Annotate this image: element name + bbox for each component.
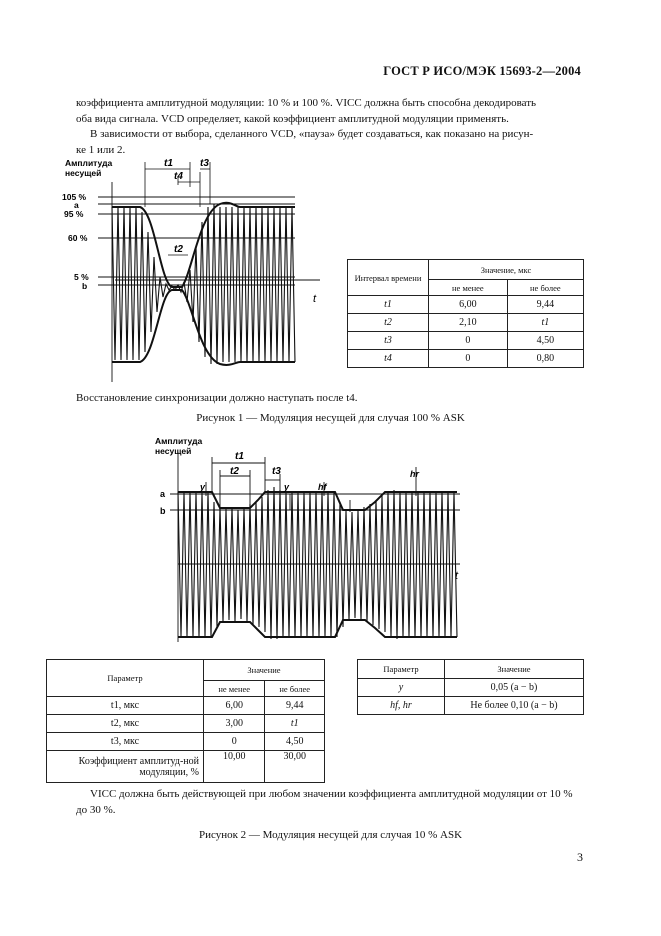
fig1-level-105: 105 %	[62, 192, 87, 202]
intro-line-3: В зависимости от выбора, сделанного VCD, «пауза» будет создаваться, как показано на рисун-	[90, 128, 534, 140]
fig1-col-min: не менее	[429, 280, 508, 296]
fig1-col-max: не более	[507, 280, 583, 296]
fig1-level-a: a	[74, 200, 79, 210]
fig2-marker-t2: t2	[230, 466, 239, 477]
figure-1-diagram	[60, 152, 340, 392]
fig2-t-axis: t	[455, 570, 459, 582]
fig2-marker-hf: hf	[318, 482, 327, 492]
fig2-t2-col-value: Значение	[445, 660, 584, 679]
fig1-col-interval: Интервал времени	[348, 260, 429, 296]
fig1-level-95: 95 %	[64, 209, 84, 219]
fig2-marker-t1: t1	[235, 451, 244, 462]
table-row: Коэффициент амплитуд-ной модуляции, % 10,00 30,00	[47, 751, 325, 783]
table-row: t3 0 4,50	[348, 332, 584, 350]
fig2-col-param: Параметр	[47, 660, 204, 697]
fig2-note-2: до 30 %.	[76, 804, 116, 816]
fig1-marker-t4: t4	[174, 171, 183, 182]
fig1-y-title-2: несущей	[65, 168, 102, 178]
fig2-param-table	[46, 659, 325, 783]
intro-line-4: ке 1 или 2.	[76, 144, 126, 156]
intro-line-2: оба вида сигнала. VCD определяет, какой коэффициент амплитудной модуляции применять.	[76, 113, 509, 125]
table-row: t4 0 0,80	[348, 350, 584, 368]
table-row: t2 2,10 t1	[348, 314, 584, 332]
table-row: t2, мкс 3,00 t1	[47, 715, 325, 733]
fig1-level-b: b	[82, 281, 88, 291]
table-row: hf, hr Не более 0,10 (a − b)	[358, 697, 584, 715]
fig2-col-max: не более	[265, 681, 325, 697]
table-row: y 0,05 (a − b)	[358, 679, 584, 697]
fig2-level-b: b	[160, 506, 166, 516]
fig1-y-title-1: Амплитуда	[65, 158, 113, 168]
fig2-y-title-1: Амплитуда	[155, 436, 203, 446]
page-number: 3	[577, 850, 583, 864]
fig2-level-a: a	[160, 489, 166, 499]
fig2-marker-y1: y	[200, 482, 206, 492]
figure-2-diagram	[150, 432, 480, 647]
fig1-col-value: Значение, мкс	[429, 260, 584, 280]
document-header: ГОСТ Р ИСО/МЭК 15693-2—2004	[383, 64, 581, 78]
intro-line-1: коэффициента амплитудной модуляции: 10 % и 100 %. VICC должна быть способна декодировать	[76, 97, 537, 109]
fig2-note-1: VICC должна быть действующей при любом значении коэффициента амплитудной модуляции от 10 %	[90, 788, 573, 800]
fig2-col-value: Значение	[204, 660, 325, 681]
fig1-marker-t1: t1	[164, 158, 173, 169]
fig1-t-axis: t	[313, 293, 317, 305]
fig2-col-min: не менее	[204, 681, 265, 697]
fig1-marker-t2: t2	[174, 244, 183, 255]
fig2-y-table	[357, 659, 584, 715]
fig2-y-title-2: несущей	[155, 446, 192, 456]
table-row: t1, мкс 6,00 9,44	[47, 697, 325, 715]
table-row: t3, мкс 0 4,50	[47, 733, 325, 751]
fig1-marker-t3: t3	[200, 158, 209, 169]
fig2-caption: Рисунок 2 — Модуляция несущей для случая 10 % ASK	[198, 829, 463, 841]
fig1-level-5: 5 %	[74, 272, 89, 282]
fig2-t2-col-param: Параметр	[358, 660, 445, 679]
fig2-marker-y2: y	[284, 482, 290, 492]
fig1-level-60: 60 %	[68, 233, 88, 243]
fig1-note: Восстановление синхронизации должно наступать после t4.	[76, 392, 358, 404]
fig1-interval-table	[347, 259, 584, 368]
fig1-caption: Рисунок 1 — Модуляция несущей для случая 100 % ASK	[196, 412, 465, 424]
fig2-marker-hr: hr	[410, 469, 419, 479]
fig2-marker-t3: t3	[272, 466, 281, 477]
table-row: t1 6,00 9,44	[348, 296, 584, 314]
